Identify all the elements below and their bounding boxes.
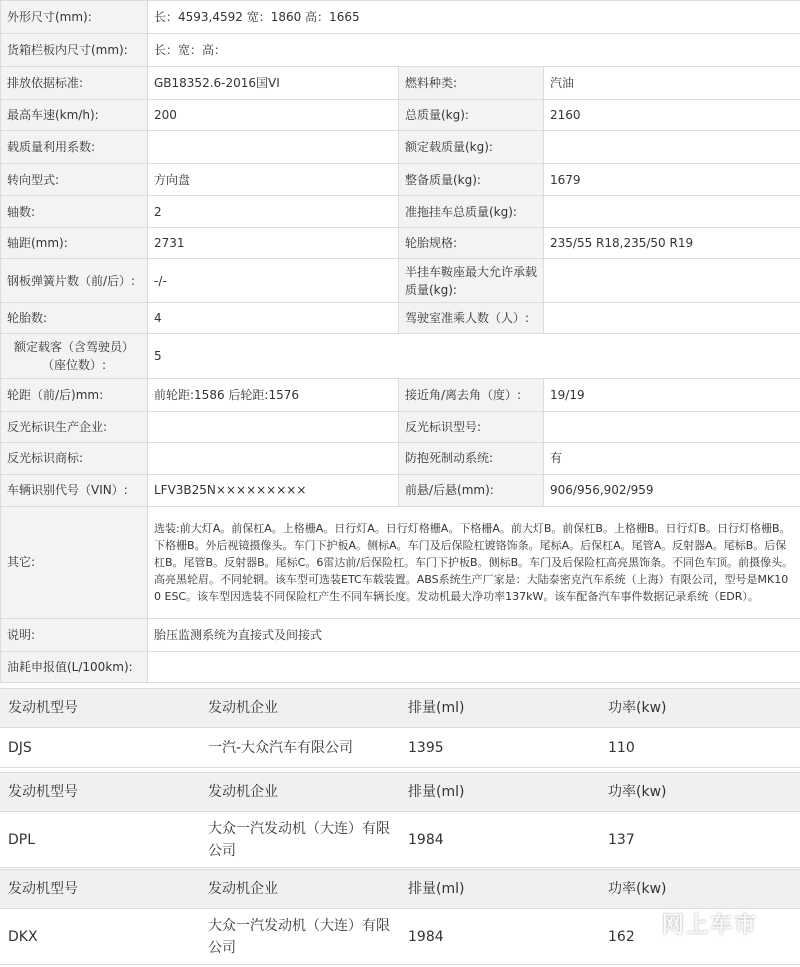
spec-value (148, 651, 800, 682)
spec-label: 半挂车鞍座最大允许承载质量(kg): (399, 259, 544, 303)
spec-label: 车辆识别代号（VIN）: (1, 474, 148, 506)
spec-row (1, 131, 800, 164)
spec-label: 反光标识商标: (1, 442, 148, 474)
spec-label: 转向型式: (1, 164, 148, 196)
engine-maker-header: 发动机企业 (200, 689, 400, 728)
spec-row (1, 196, 800, 228)
spec-value: 胎压监测系统为直接式及间接式 (148, 618, 800, 651)
spec-value: 19/19 (544, 378, 800, 411)
spec-value-notes: 选装:前大灯A。前保杠A。上格栅A。日行灯A。日行灯格栅A。下格栅A。前大灯B。前保杠B。上格栅B。日行灯B。日行灯格栅B。下格栅B。外后视镜摄像头。车门下护板A。侧标A。车门及后保险杠镀铬饰条。尾标A。后保杠A。尾管A。反射器A。尾标B。后保杠B。尾管B。反射器B。尾标C。6雷达前/后保险杠。车门下护板B。侧标B。车门及后保险杠高亮黑饰条。不同色车顶。前摄像头。高亮黑轮眉。不同轮辋。该车型可选装ETC车载装置。ABS系统生产厂家是：大陆泰密克汽车系统（上海）有限公司，型号是MK100 ESC。该车型因选装不同保险杠产生不同车辆长度。发动机最大净功率137kW。该车配备汽车事件数据记录系统（EDR）。 (148, 506, 800, 618)
spec-value (544, 196, 800, 228)
engine-displacement-header: 排量(ml) (400, 689, 600, 728)
spec-value: GB18352.6-2016国VI (148, 67, 399, 100)
engine-displacement: 1984 (400, 812, 600, 868)
spec-label: 整备质量(kg): (399, 164, 544, 196)
spec-label: 前悬/后悬(mm): (399, 474, 544, 506)
engine-model: DJS (0, 728, 200, 768)
spec-value: 1679 (544, 164, 800, 196)
engine-power: 110 (600, 728, 800, 768)
spec-label: 接近角/离去角（度）: (399, 378, 544, 411)
engine-header-row (0, 870, 800, 909)
spec-value: 长：4593,4592 宽：1860 高：1665 (148, 1, 800, 34)
engine-header-row (0, 773, 800, 812)
engine-table (0, 688, 800, 768)
spec-value: 长：宽：高： (148, 34, 800, 67)
spec-value: 2160 (544, 100, 800, 131)
spec-row (1, 228, 800, 259)
spec-label: 最高车速(km/h): (1, 100, 148, 131)
engine-maker-header: 发动机企业 (200, 870, 400, 909)
spec-row (1, 100, 800, 131)
spec-label: 轮胎规格: (399, 228, 544, 259)
spec-value (148, 411, 399, 442)
spec-value: 前轮距:1586 后轮距:1576 (148, 378, 399, 411)
spec-label: 轮距（前/后)mm: (1, 378, 148, 411)
engine-model-header: 发动机型号 (0, 773, 200, 812)
spec-value (544, 303, 800, 334)
spec-label: 轮胎数: (1, 303, 148, 334)
spec-value: LFV3B25N××××××××× (148, 474, 399, 506)
spec-label: 准拖挂车总质量(kg): (399, 196, 544, 228)
spec-label: 轴数: (1, 196, 148, 228)
engine-displacement-header: 排量(ml) (400, 773, 600, 812)
spec-row (1, 474, 800, 506)
spec-label: 防抱死制动系统: (399, 442, 544, 474)
spec-label: 总质量(kg): (399, 100, 544, 131)
spec-row (1, 618, 800, 651)
spec-value: 906/956,902/959 (544, 474, 800, 506)
engine-power: 162 (600, 909, 800, 965)
engine-model: DPL (0, 812, 200, 868)
spec-row (1, 34, 800, 67)
spec-label: 反光标识生产企业: (1, 411, 148, 442)
spec-label: 反光标识型号: (399, 411, 544, 442)
spec-label: 驾驶室准乘人数（人）: (399, 303, 544, 334)
spec-value: 有 (544, 442, 800, 474)
spec-value: 汽油 (544, 67, 800, 100)
spec-value: 5 (148, 334, 800, 378)
spec-row (1, 164, 800, 196)
spec-label: 钢板弹簧片数（前/后）: (1, 259, 148, 303)
engine-row (0, 728, 800, 768)
engine-displacement: 1984 (400, 909, 600, 965)
spec-label: 燃料种类: (399, 67, 544, 100)
engine-maker: 大众一汽发动机（大连）有限公司 (200, 812, 400, 868)
watermark-logo: 网上车市 (661, 913, 758, 938)
spec-label: 额定载客（含驾驶员）（座位数）: (1, 334, 148, 378)
spec-row (1, 378, 800, 411)
spec-value (148, 131, 399, 164)
spec-label: 轴距(mm): (1, 228, 148, 259)
spec-label: 外形尺寸(mm): (1, 1, 148, 34)
engine-displacement: 1395 (400, 728, 600, 768)
spec-label: 载质量利用系数: (1, 131, 148, 164)
spec-row (1, 303, 800, 334)
engine-displacement-header: 排量(ml) (400, 870, 600, 909)
engine-model-header: 发动机型号 (0, 689, 200, 728)
engine-model-header: 发动机型号 (0, 870, 200, 909)
engine-power: 137 (600, 812, 800, 868)
spec-row (1, 67, 800, 100)
spec-label: 排放依据标准: (1, 67, 148, 100)
engine-row (0, 812, 800, 868)
engine-power-header: 功率(kw) (600, 689, 800, 728)
engine-table (0, 772, 800, 868)
spec-value: 235/55 R18,235/50 R19 (544, 228, 800, 259)
spec-row (1, 651, 800, 682)
engine-power-header: 功率(kw) (600, 773, 800, 812)
spec-value (544, 259, 800, 303)
spec-value (544, 411, 800, 442)
engine-header-row (0, 689, 800, 728)
spec-row (1, 259, 800, 303)
spec-label: 说明: (1, 618, 148, 651)
spec-label: 货箱栏板内尺寸(mm): (1, 34, 148, 67)
spec-label: 油耗申报值(L/100km): (1, 651, 148, 682)
engine-power-header: 功率(kw) (600, 870, 800, 909)
spec-row (1, 442, 800, 474)
spec-row (1, 411, 800, 442)
spec-value (544, 131, 800, 164)
engine-model: DKX (0, 909, 200, 965)
spec-value: 2 (148, 196, 399, 228)
spec-value: 2731 (148, 228, 399, 259)
spec-value: 200 (148, 100, 399, 131)
spec-row (1, 334, 800, 378)
engine-maker-header: 发动机企业 (200, 773, 400, 812)
spec-value: -/- (148, 259, 399, 303)
spec-value (148, 442, 399, 474)
spec-label: 额定载质量(kg): (399, 131, 544, 164)
engine-maker: 大众一汽发动机（大连）有限公司 (200, 909, 400, 965)
engine-maker: 一汽-大众汽车有限公司 (200, 728, 400, 768)
spec-label: 其它: (1, 506, 148, 618)
spec-value: 方向盘 (148, 164, 399, 196)
spec-row (1, 506, 800, 618)
spec-row (1, 1, 800, 34)
spec-value: 4 (148, 303, 399, 334)
